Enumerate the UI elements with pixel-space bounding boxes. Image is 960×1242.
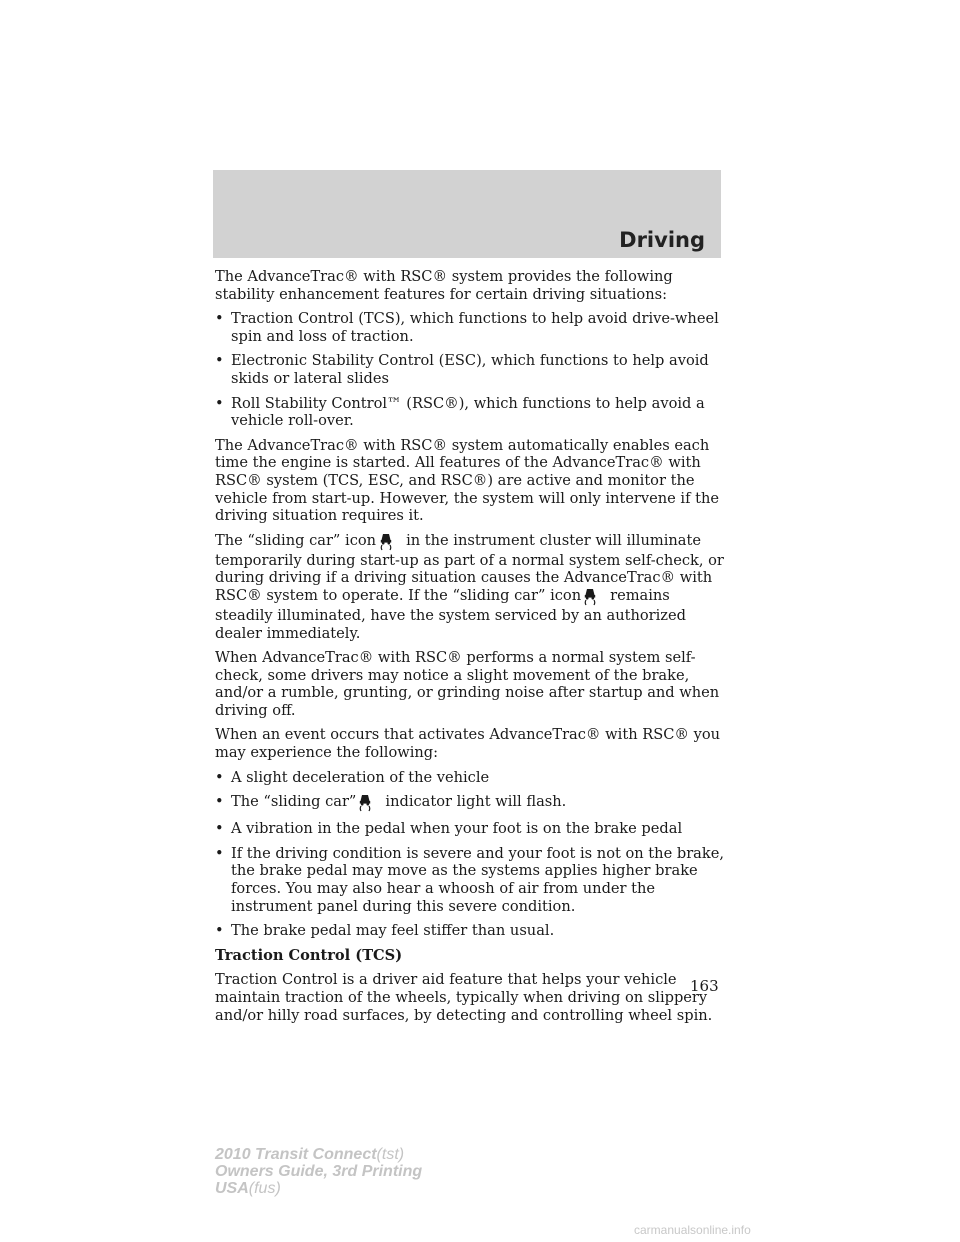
page-number: 163	[690, 977, 719, 995]
footer-line-2: Owners Guide, 3rd Printing	[215, 1163, 423, 1180]
watermark: carmanualsonline.info	[634, 1223, 751, 1237]
sliding-car-icon	[584, 587, 596, 607]
list-item: • Roll Stability Control™ (RSC®), which functions to help avoid a vehicle roll-over.	[215, 394, 705, 430]
selfcheck-paragraph: When AdvanceTrac® with RSC® performs a normal system self-check, some drivers may notice a slight movement of the brake, and/or a rumble, grunting, or grinding noise after startup and when driving off.	[215, 649, 720, 719]
list-item: • A slight deceleration of the vehicle	[215, 768, 490, 786]
sliding-car-icon	[380, 532, 392, 552]
enables-paragraph: The AdvanceTrac® with RSC® system automatically enables each time the engine is started. All features of the AdvanceTrac® with RSC® system (TCS, ESC, and RSC®) are active and monitor the vehicle from start-up. However, the system will only intervene if the driving situation requires it.	[215, 436, 720, 525]
footer-imprint	[215, 1146, 422, 1197]
icon-paragraph: The “sliding car” icon in the instrument cluster will illuminate temporarily during start-up as part of a normal system self-check, or during driving if a driving situation causes the AdvanceTrac® with RSC® system to operate. If the “sliding car” icon remains steadily illuminated, have the system serviced by an authorized dealer immediately.	[215, 531, 724, 642]
page-content	[215, 268, 725, 1031]
footer-line-1: 2010 Transit Connect(tst)	[215, 1146, 405, 1163]
list-item: • Electronic Stability Control (ESC), which functions to help avoid skids or lateral slides	[215, 352, 709, 387]
list-item: • If the driving condition is severe and your foot is not on the brake, the brake pedal may move as the systems applies higher brake forces. You may also hear a whoosh of air from under the instrument panel during this severe condition.	[215, 844, 724, 915]
footer-line-3: USA(fus)	[215, 1180, 281, 1197]
event-paragraph: When an event occurs that activates AdvanceTrac® with RSC® you may experience the following:	[215, 726, 721, 762]
tcs-heading: Traction Control (TCS)	[215, 946, 403, 964]
list-item: • A vibration in the pedal when your foot is on the brake pedal	[215, 820, 683, 838]
list-item: • Traction Control (TCS), which functions to help avoid drive-wheel spin and loss of traction.	[215, 310, 719, 345]
section-header-band	[213, 170, 721, 258]
intro-paragraph: The AdvanceTrac® with RSC® system provides the following stability enhancement features for certain driving situations:	[215, 268, 673, 303]
tcs-paragraph: Traction Control is a driver aid feature that helps your vehicle maintain traction of the wheels, typically when driving on slippery and/or hilly road surfaces, by detecting and controlling wheel spin.	[215, 971, 713, 1024]
sliding-car-icon	[359, 793, 371, 813]
list-item: • The brake pedal may feel stiffer than usual.	[215, 922, 555, 940]
list-item: • The “sliding car” indicator light will flash.	[215, 793, 725, 813]
section-title: Driving	[619, 228, 705, 252]
